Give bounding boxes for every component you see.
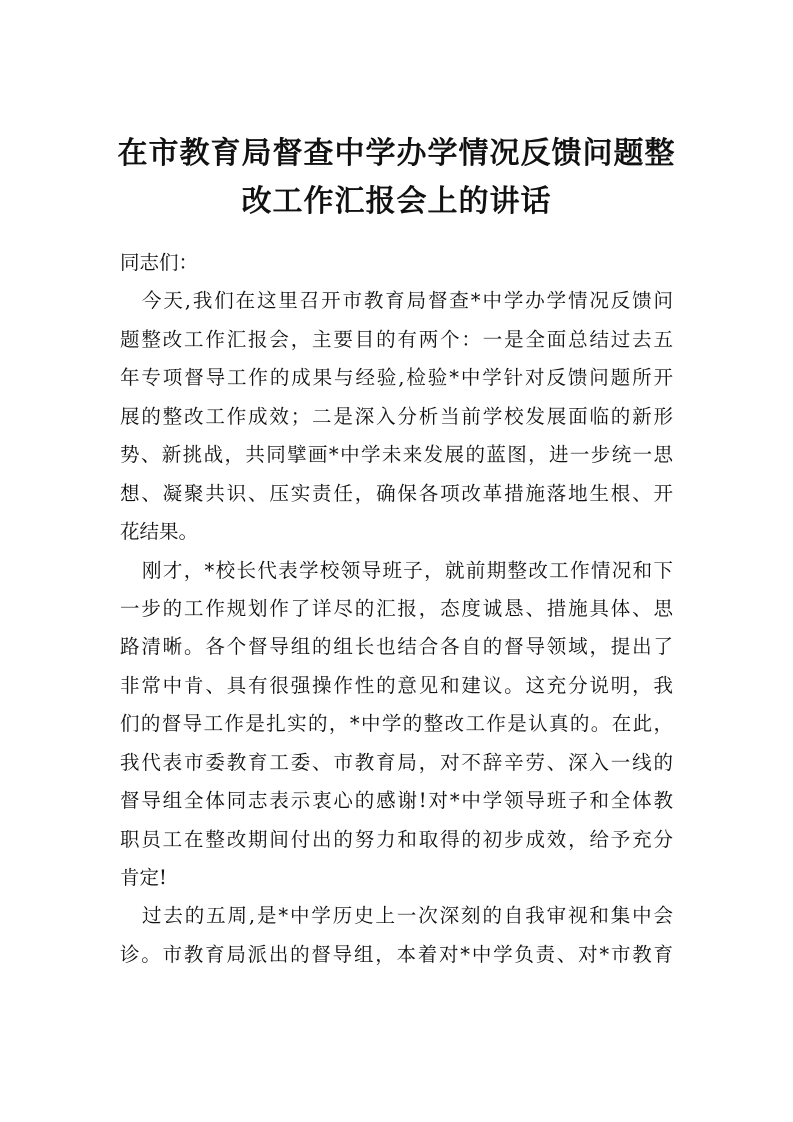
paragraph (120, 282, 673, 551)
paragraph-line: 我代表市委教育工委、市教育局，对不辞辛劳、深入一线的 (120, 750, 673, 774)
paragraph-line: 题整改工作汇报会，主要目的有两个：一是全面总结过去五 (120, 327, 673, 351)
paragraph-line: 想、凝聚共识、压实责任，确保各项改革措施落地生根、开 (120, 481, 673, 505)
paragraph-line: 督导组全体同志表示衷心的感谢!对*中学领导班子和全体教 (120, 789, 673, 813)
paragraph-line: 职员工在整改期间付出的努力和取得的初步成效，给予充分 (120, 827, 673, 851)
paragraph-line: 诊。市教育局派出的督导组，本着对*中学负责、对*市教育 (120, 942, 673, 966)
paragraph-line: 过去的五周,是*中学历史上一次深刻的自我审视和集中会 (142, 904, 673, 928)
paragraph-line: 非常中肯、具有很强操作性的意见和建议。这充分说明，我 (120, 673, 673, 697)
paragraph-line: 刚才，*校长代表学校领导班子，就前期整改工作情况和下 (142, 558, 673, 582)
paragraph-line: 展的整改工作成效；二是深入分析当前学校发展面临的新形 (120, 404, 673, 428)
paragraph (120, 552, 673, 898)
document-title-line-2: 改工作汇报会上的讲话 (241, 184, 552, 219)
document-title-line-1: 在市教育局督查中学办学情况反馈问题整 (117, 136, 676, 171)
paragraph-line: 们的督导工作是扎实的，*中学的整改工作是认真的。在此， (120, 712, 673, 736)
paragraph-line: 花结果。 (120, 520, 199, 544)
paragraph-line: 今天,我们在这里召开市教育局督查*中学办学情况反馈问 (142, 289, 673, 313)
paragraph-line: 路清晰。各个督导组的组长也结合各自的督导领域，提出了 (120, 635, 673, 659)
paragraph-line: 年专项督导工作的成果与经验,检验*中学针对反馈问题所开 (120, 366, 673, 390)
document-body (120, 244, 673, 974)
paragraph (120, 897, 673, 974)
paragraph-line: 势、新挑战，共同擘画*中学未来发展的蓝图，进一步统一思 (120, 443, 673, 467)
paragraph-line: 肯定! (120, 866, 167, 889)
paragraph-line: 一步的工作规划作了详尽的汇报，态度诚恳、措施具体、思 (120, 596, 673, 620)
salutation: 同志们： (120, 251, 199, 274)
